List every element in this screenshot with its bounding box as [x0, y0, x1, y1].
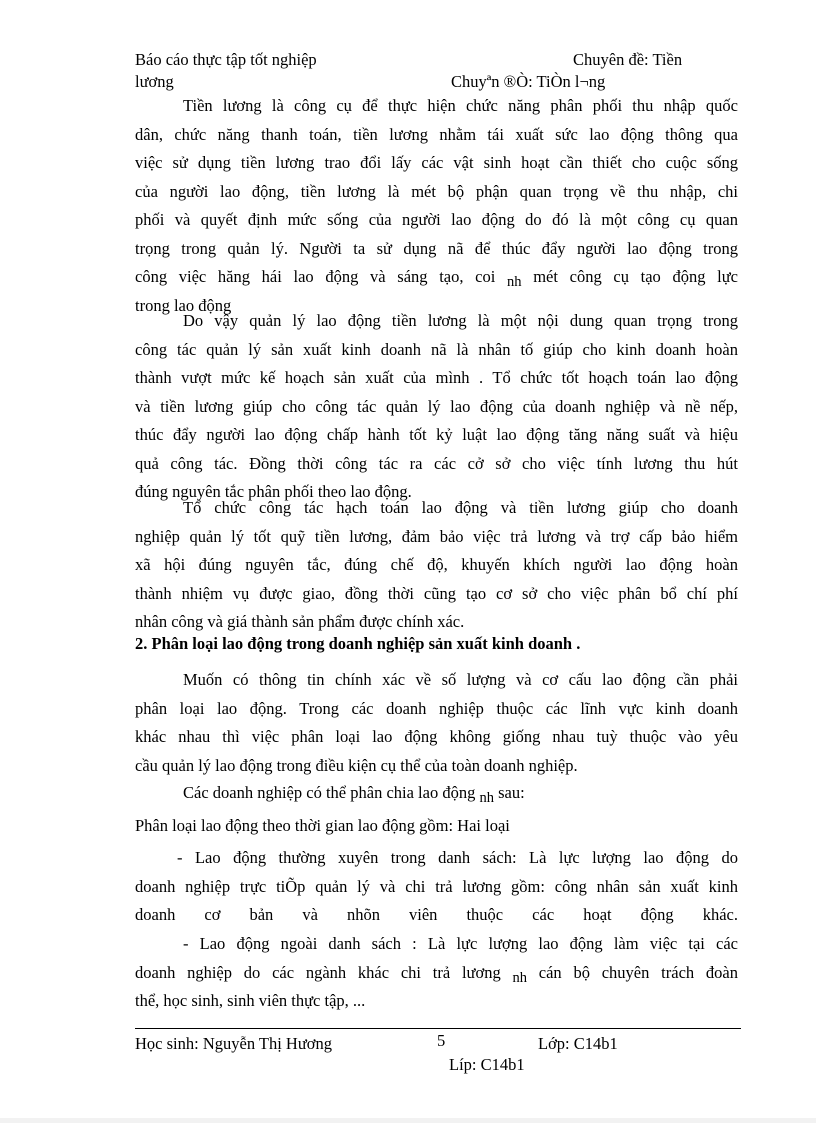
text-line: xã hội đúng nguyên tắc, đúng chế độ, khuyến khích người lao động hoàn [135, 555, 738, 574]
text-line: Tiền lương là công cụ để thực hiện chức năng phân phối thu nhập quốc [183, 96, 738, 115]
text-line: Tổ chức công tác hạch toán lao động và tiền lương giúp cho doanh [183, 498, 738, 517]
paragraph-6 [135, 812, 738, 841]
text-line: thúc đẩy người lao động chấp hành tốt kỷ luật lao động tăng năng suất và hiệu [135, 425, 738, 444]
text-line: thành nhiệm vụ được giao, đồng thời cũng tạo cơ sở cho việc phân bổ chí phí [135, 583, 738, 603]
text-line: của người lao động, tiền lương là mét bộ phận quan trọng về thu nhập, chi [135, 181, 738, 201]
subscript-text: nh [512, 969, 527, 986]
subscript-text: nh [507, 274, 522, 290]
text-fragment: sau: [498, 783, 525, 802]
subscript-text: nh [479, 790, 494, 806]
paragraph-7 [135, 844, 738, 930]
text-fragment: công việc hăng hái lao động và sáng tạo, coi [135, 267, 496, 286]
text-line: phân loại lao động. Trong các doanh nghiệp thuộc các lĩnh vực kinh doanh [135, 698, 738, 718]
page-bottom-edge [0, 1118, 816, 1123]
text-line: công tác quản lý sản xuất kinh doanh nã là nhân tố giúp cho kinh doanh hoàn [135, 339, 738, 359]
text-line: thành vượt mức kế hoạch sản xuất của mình . Tổ chức tốt hoạch toán lao động [135, 368, 738, 387]
paragraph-4 [135, 666, 738, 780]
text-line: dân, chức năng thanh toán, tiền lương nhằm tái xuất sức lao động thông qua [135, 124, 738, 144]
text-line: phối và quyết định mức sống của người lao động do đó là một công cụ quan [135, 210, 738, 229]
text-fragment: doanh nghiệp do các ngành khác chi trả lương [135, 962, 501, 982]
paragraph-8 [135, 930, 738, 1016]
text-line: Phân loại lao động theo thời gian lao động gồm: Hai loại [135, 816, 510, 835]
text-line: trọng trong quản lý. Người ta sử dụng nã để thúc đẩy người lao động trong [135, 238, 738, 258]
paragraph-1 [135, 92, 738, 320]
text-line: Do vậy quản lý lao động tiền lương là một nội dung quan trọng trong [183, 311, 738, 330]
text-line: quả công tác. Đồng thời công tác ra các cở sở cho việc tính lương thu hút [135, 453, 738, 473]
footer-class-alt: Líp: C14b1 [449, 1055, 525, 1074]
text-fragment: cán bộ chuyên trách đoàn [538, 962, 738, 982]
header-right-line2: Chuyªn ®Ò: TiÒn l¬ng [451, 72, 606, 91]
text-line: đúng nguyên tắc phân phối theo lao động. [135, 482, 412, 501]
text-fragment: Các doanh nghiệp có thể phân chia lao động [183, 783, 476, 802]
text-line: việc sử dụng tiền lương trao đổi lấy các vật sinh hoạt cần thiết cho cuộc sống [135, 153, 738, 172]
text-line [135, 779, 738, 808]
text-line: doanh nghiệp trực tiÕp quản lý và chi trả lương gồm: công nhân sản xuất kinh [135, 876, 738, 896]
footer-student: Học sinh: Nguyễn Thị Hương [135, 1034, 333, 1053]
footer-divider [135, 1028, 741, 1029]
section-heading: 2. Phân loại lao động trong doanh nghiệp sản xuất kinh doanh . [135, 634, 581, 653]
header-left-line1: Báo cáo thực tập tốt nghiệp [135, 50, 317, 69]
header-right-line1: Chuyên đề: Tiền [573, 50, 683, 69]
text-line: nghiệp quản lý tốt quỹ tiền lương, đảm bảo việc trả lương và trợ cấp bảo hiểm [135, 526, 738, 546]
text-line: nhân công và giá thành sản phẩm được chính xác. [135, 612, 465, 631]
paragraph-3 [135, 494, 738, 637]
text-line [135, 263, 738, 292]
text-line [135, 959, 738, 988]
text-line: và tiền lương giúp cho công tác quản lý lao động của doanh nghiệp và nề nếp, [135, 396, 738, 416]
footer-class: Lớp: C14b1 [538, 1034, 618, 1053]
text-line: Muốn có thông tin chính xác về số lượng và cơ cấu lao động cần phải [183, 670, 738, 689]
paragraph-5 [135, 779, 738, 808]
text-fragment: mét công cụ tạo động lực [533, 267, 738, 286]
text-line: trong lao động [135, 295, 232, 315]
text-line: khác nhau thì việc phân loại lao động không giống nhau tuỳ thuộc vào yêu [135, 727, 738, 746]
page-number: 5 [437, 1031, 446, 1050]
text-line: cầu quản lý lao động trong điều kiện cụ thể của toàn doanh nghiệp. [135, 755, 578, 775]
text-line: doanh cơ bản và nhõn viên thuộc các hoạt động khác. [135, 905, 738, 924]
text-line: - Lao động ngoài danh sách : Là lực lượng lao động làm việc tại các [183, 934, 738, 953]
header-left-line2: lương [135, 72, 174, 91]
text-line: - Lao động thường xuyên trong danh sách: Là lực lượng lao động do [177, 848, 738, 867]
paragraph-2 [135, 307, 738, 507]
text-line: thể, học sinh, sinh viên thực tập, ... [135, 991, 366, 1010]
